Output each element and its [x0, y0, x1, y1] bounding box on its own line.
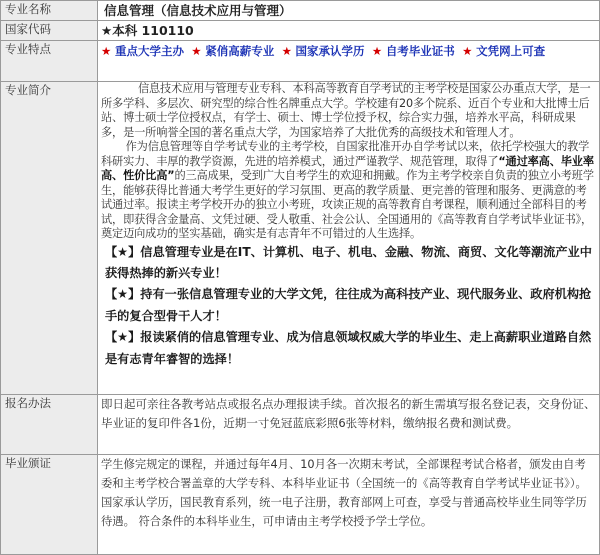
features-list [98, 41, 600, 82]
signup-text: 即日起可亲往各教考站点或报名点办理报读手续。首次报名的新生需填写报名登记表，交身份证、毕业证的复印件各1份，近期一寸免冠蓝底彩照6张等材料，缴纳报名费和测试费。 [101, 397, 596, 430]
national-code-label: 国家代码 [1, 21, 98, 41]
star-icon: ★ [462, 44, 473, 58]
features-label: 专业特点 [1, 41, 98, 82]
row-national-code [1, 21, 600, 41]
national-code-value: ★本科 110110 [101, 23, 194, 38]
program-name-label: 专业名称 [1, 1, 98, 21]
intro-label: 专业简介 [1, 82, 98, 395]
feature-item: ★ 文凭网上可查 [462, 44, 546, 58]
feature-item: ★ 重点大学主办 [101, 44, 184, 58]
star-icon: ★ [281, 44, 292, 58]
feature-item: ★ 自考毕业证书 [371, 44, 455, 58]
feature-item: ★ 紧俏高薪专业 [191, 44, 275, 58]
intro-content [98, 82, 600, 395]
intro-point: 【★】信息管理专业是在IT、计算机、电子、机电、金融、物流、商贸、文化等潮流产业中获得热捧的新兴专业！ [105, 244, 592, 280]
intro-point: 【★】持有一张信息管理专业的大学文凭，往往成为高科技产业、现代服务业、政府机构抢手的复合型骨干人才！ [105, 287, 592, 323]
row-features [1, 41, 600, 82]
star-icon: ★ [191, 44, 202, 58]
feature-item: ★ 国家承认学历 [281, 44, 365, 58]
program-name-value: 信息管理（信息技术应用与管理） [104, 3, 292, 18]
star-icon: ★ [371, 44, 383, 58]
certificate-text: 学生修完规定的课程，并通过每年4月、10月各一次期末考试，全部课程考试合格者，颁发由自考委和主考学校合署盖章的大学专科、本科毕业证书（全国统一的《高等教育自学考试毕业证书》）。国家承认学历，国民教育系列，统一电子注册，教育部网上可查，享受与普通高校毕业生同等学历待遇。 符合条件的本科毕业生，可申请由主考学校授予学士学位。 [101, 458, 587, 528]
intro-paragraph: 信息技术应用与管理专业专科、本科高等教育自学考试的主考学校是国家公办重点大学，是一所多学科、多层次、研究型的综合性名牌重点大学。学校建有20多个院系、近百个专业和大批博士后站、博士硕士学位授权点，有学士、硕士、博士学位授予权，综合实力强，培养水平高，科研成果多，是一所响誉全国的著名重点大学，为国家培养了大批优秀的高级技术和管理人才。 [101, 82, 591, 139]
row-signup [1, 395, 600, 455]
intro-point: 【★】报读紧俏的信息管理专业、成为信息领域权威大学的毕业生、走上高薪职业道路自然是有志青年睿智的选择！ [105, 330, 592, 366]
certificate-label: 毕业颁证 [1, 455, 98, 555]
intro-highlight: “通过率高、毕业率高、性价比高” [101, 154, 594, 182]
row-intro [1, 82, 600, 395]
row-certificate [1, 455, 600, 555]
intro-paragraph: 作为信息管理等自学考试专业的主考学校，自国家批准开办自学考试以来，依托学校强大的教学科研实力、丰厚的教学资源，先进的培养模式，通过严谨教学、规范管理，取得了“通过率高、毕业率高、性价比高”的三高成果，受到广大自考学生的欢迎和拥戴。作为主考学校亲自负责的独立小考班学生，能够获得比普通大考学生更好的学习氛围、更高的教学质量、更完善的管理和服务、更满意的考试通过率。报读主考学校开办的独立小考班，攻读正规的高等教育自考课程，顺利通过全部科目的考试，即获得含金量高、文凭过硬、受人敬重、社会公认、全国通用的《高等教育自学考试毕业证书》，奠定迈向成功的坚实基础，确实是有志青年不可错过的人生选择。 [101, 140, 594, 240]
signup-label: 报名办法 [1, 395, 98, 455]
row-program-name [1, 1, 600, 21]
star-icon: ★ [101, 44, 112, 58]
